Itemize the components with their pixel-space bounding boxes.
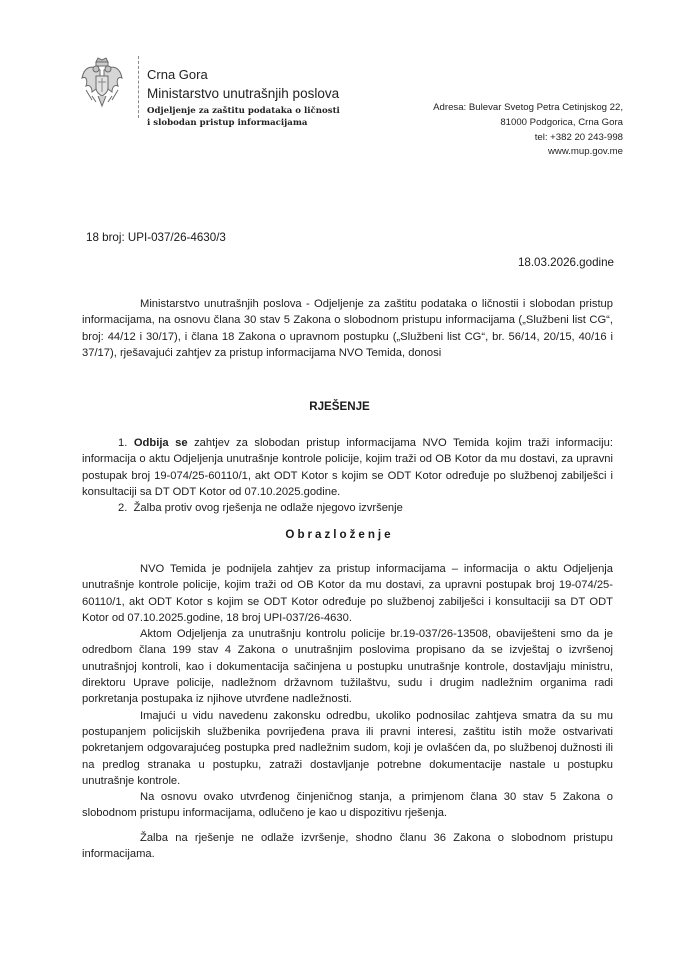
item-text: Žalba protiv ovog rješenja ne odlaže njegovo izvršenje: [133, 502, 403, 515]
document-date: 18.03.2026.godine: [517, 256, 614, 269]
reasoning-paragraph-1: NVO Temida je podnijela zahtjev za pristup informacijama – informacija o aktu Odjeljenja unutrašnje kontrole policije, kojim traži od OB Kotor da mu dostavi, za upravni postupak broj 19-074/25-60110/1, akt ODT Kotor s kojim se ODT Kotor određuje po službenoj zabilješci i konsultaciji sa DT ODT Kotor od 07.10.2025.godine, 18 broj UPI-037/26-4630.: [82, 563, 613, 624]
item-number: 2.: [118, 502, 128, 515]
letterhead-address-block: [433, 101, 623, 160]
decision-list: [82, 435, 613, 516]
reasoning-paragraph-2: Aktom Odjeljenja za unutrašnju kontrolu policije br.19-037/26-13508, obaviješteni smo da je odredbom člana 199 stav 4 Zakona o unutrašnjim poslovima propisano da se izvještaj o izvršenoj unutrašnjoj kontroli, kao i dokumentacija sačinjena u postupku unutrašnje kontrole, dostavljaju ministru, direktoru Uprave policije, nadležnom državnom tužilaštvu, sudu i drugim nadležnim organima radi porkretanja postupaka iz njihove utvrđene nadležnosti.: [82, 628, 613, 706]
reference-number: 18 broj: UPI-037/26-4630/3: [86, 231, 226, 244]
website-link[interactable]: www.mup.gov.me: [548, 146, 623, 158]
reasoning-paragraph-3: Imajući u vidu navedenu zakonsku odredbu, ukoliko podnosilac zahtjeva smatra da su mu postupanjem policijskih službenika povrijeđena prava ili pravni interesi, zaštitu istih može ostvarivati pokretanjem odgovarajućeg postupka pred nadležnim sudom, koji je ovlašćen da, po službenoj dužnosti ili na predlog stranaka u postupku, zatraži dostavljanje potrebne dokumentacije nastale u postupku unutrašnje kontrole.: [82, 709, 613, 787]
coat-of-arms-icon: [80, 56, 124, 114]
decision-item-1: [82, 435, 613, 500]
department-line-1: Odjeljenje za zaštitu podataka o ličnosti: [147, 106, 340, 116]
preamble-section: [82, 296, 613, 361]
phone-number: tel: +382 20 243-998: [534, 131, 623, 143]
appeal-note: Žalba na rješenje ne odlaže izvršenje, shodno članu 36 Zakona o slobodnom pristupu informacijama.: [82, 831, 613, 861]
department-line-2: i slobodan pristup informacijama: [147, 118, 308, 128]
address-line-2: 81000 Podgorica, Crna Gora: [500, 116, 623, 128]
address-line-1: Adresa: Bulevar Svetog Petra Cetinjskog 22,: [433, 102, 623, 113]
reasoning-paragraph-4: Na osnovu ovako utvrđenog činjeničnog stanja, a primjenom člana 30 stav 5 Zakona o slobodnom pristupu informacijama, odlučeno je kao u dispozitivu rješenja.: [82, 791, 613, 820]
letterhead-country: Crna Gora: [147, 67, 208, 82]
decision-title: RJEŠENJE: [309, 400, 370, 413]
item-bold-lead: Odbija se: [133, 437, 188, 449]
letterhead-ministry: Ministarstvo unutrašnjih poslova: [147, 86, 340, 101]
reasoning-title: Obrazloženje: [285, 528, 394, 541]
item-text: zahtjev za slobodan pristup informacijama NVO Temida kojim traži informaciju: informacija o aktu Odjeljenja unutrašnje kontrole policije, kojim traži od OB Kotor da mu dostavi, za upravni postupak broj 19-074/25-60110/1, akt ODT Kotor s kojim se ODT Kotor određuje po službenoj zabilješci i konsultaciji sa DT ODT Kotor od 07.10.2025.godine.: [82, 437, 613, 498]
decision-item-2: [82, 500, 613, 516]
item-number: 1.: [118, 437, 128, 449]
preamble-paragraph: Ministarstvo unutrašnjih poslova - Odjeljenje za zaštitu podataka o ličnostii i slobodan pristup informacijama, na osnovu člana 30 stav 5 Zakona o slobodnom pristupu informacijama („Službeni list CG“, broj: 44/12 i 30/17), i člana 18 Zakona o upravnom postupku („Službeni list CG“, br. 56/14, 20/15, 40/16 i 37/17), rješavajući zahtjev za pristup informacijama NVO Temida, donosi: [82, 298, 613, 359]
letterhead-divider: [138, 56, 139, 118]
reasoning-section: [82, 561, 613, 862]
letterhead-department: [147, 105, 340, 129]
